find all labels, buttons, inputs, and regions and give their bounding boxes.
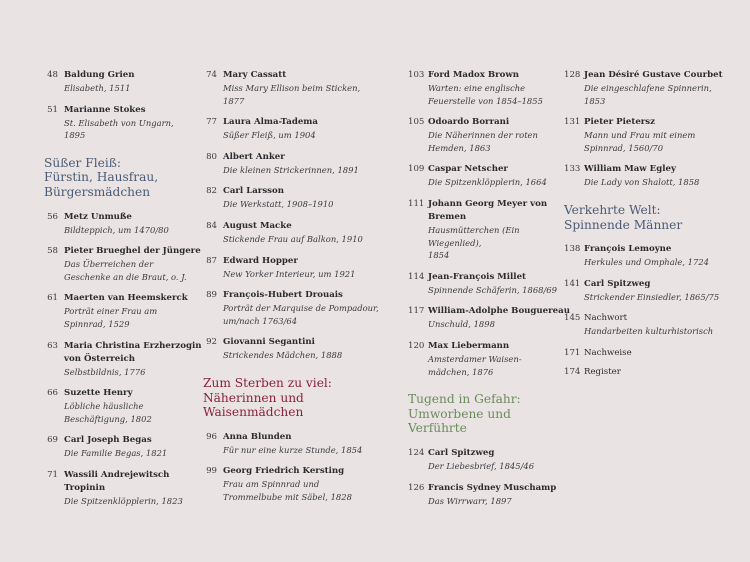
section-heading-line: Verkehrte Welt:	[564, 202, 661, 217]
section-heading	[564, 203, 739, 232]
work-title: Die kleinen Strickerinnen, 1891	[223, 164, 359, 175]
entry-body	[584, 163, 739, 189]
artist-name: Caspar Netscher	[428, 164, 508, 175]
work-title: Die Werkstatt, 1908–1910	[223, 199, 334, 210]
toc-entry[interactable]	[408, 116, 573, 154]
toc-entry[interactable]	[408, 163, 573, 189]
artist-name: François-Hubert Drouais	[223, 290, 343, 301]
artist-name: Albert Anker	[223, 151, 285, 162]
toc-entry[interactable]	[408, 305, 573, 331]
toc-entry[interactable]	[564, 312, 739, 338]
page-number: 58	[47, 246, 58, 257]
page-number: 114	[408, 271, 425, 282]
toc-entry[interactable]	[44, 69, 204, 95]
entry-body	[64, 387, 204, 425]
entry-body	[223, 465, 403, 503]
entry-body	[428, 340, 573, 378]
work-title: mädchen, 1876	[428, 366, 494, 377]
artist-name: Jean Désiré Gustave Courbet	[584, 70, 723, 80]
page-number: 96	[206, 431, 217, 442]
work-title: Süßer Fleiß, um 1904	[223, 130, 316, 141]
section-heading-line: Fürstin, Hausfrau,	[44, 170, 159, 185]
artist-name: Edward Hopper	[223, 255, 298, 266]
artist-name: Anna Blunden	[223, 431, 292, 442]
toc-entry[interactable]	[203, 465, 403, 503]
artist-name: Max Liebermann	[428, 340, 510, 351]
work-title: Die Spitzenklöpplerin, 1664	[428, 177, 547, 188]
work-title: Die Spitzenklöpplerin, 1823	[64, 495, 183, 506]
page-number: 138	[564, 244, 581, 255]
toc-entry[interactable]	[203, 255, 403, 281]
work-title: Spinnrad, 1529	[64, 318, 130, 329]
entry-body	[64, 292, 204, 330]
artist-name: Maerten van Heemskerck	[64, 293, 188, 304]
work-title: Herkules und Omphale, 1724	[584, 257, 709, 268]
page-number: 120	[408, 340, 425, 351]
work-title: Selbstbildnis, 1776	[64, 366, 146, 377]
entry-body	[223, 69, 403, 107]
entry-body	[223, 185, 403, 211]
toc-entry[interactable]	[408, 69, 573, 107]
entry-body	[428, 482, 573, 508]
section-heading-line: Näherinnen und	[203, 390, 304, 405]
page-number: 61	[47, 293, 58, 304]
work-title: Das Wirrwarr, 1897	[428, 495, 512, 506]
work-title: 1895	[64, 130, 86, 141]
work-title: Die Familie Begas, 1821	[64, 448, 168, 459]
page-number: 56	[47, 211, 58, 222]
work-title: Die Näherinnen der roten	[428, 130, 538, 141]
entry-body	[584, 312, 739, 338]
work-title: um/nach 1763/64	[223, 315, 298, 326]
page-number: 69	[47, 435, 58, 446]
toc-entry[interactable]	[408, 198, 573, 262]
work-title: Bildteppich, um 1470/80	[64, 224, 169, 235]
page-number: 99	[206, 466, 217, 477]
toc-entry[interactable]	[203, 69, 403, 107]
artist-name: Maria Christina Erzherzogin von Österreich	[64, 340, 202, 364]
toc-entry[interactable]	[564, 69, 739, 107]
page-number: 111	[408, 198, 425, 209]
toc-entry[interactable]	[408, 482, 573, 508]
toc-entry[interactable]	[408, 340, 573, 378]
artist-name: William Maw Egley	[584, 164, 676, 175]
page-number: 131	[564, 117, 581, 128]
entry-body	[64, 245, 204, 283]
entry-body	[64, 469, 204, 508]
entry-body	[428, 69, 573, 107]
page-number: 51	[47, 104, 58, 115]
page-number: 124	[408, 447, 425, 458]
entry-body	[64, 104, 204, 142]
work-title: Die eingeschlafene Spinnerin,	[584, 83, 712, 93]
toc-entry[interactable]	[44, 211, 204, 237]
work-title: Handarbeiten kulturhistorisch	[584, 326, 714, 337]
toc-entry[interactable]	[203, 185, 403, 211]
work-title: Spinnende Schäferin, 1868/69	[428, 284, 557, 295]
artist-name: William-Adolphe Bouguereau	[428, 306, 570, 317]
work-title: Der Liebesbrief, 1845/46	[428, 460, 535, 471]
page-number: 74	[206, 70, 217, 80]
page-number: 117	[408, 306, 425, 317]
entry-body	[64, 69, 204, 95]
work-title: Mann und Frau mit einem	[584, 130, 696, 141]
work-title: Strickendes Mädchen, 1888	[223, 350, 343, 361]
work-title: New Yorker Interieur, um 1921	[223, 268, 356, 279]
page-number: 71	[47, 469, 58, 480]
toc-entry[interactable]	[564, 347, 739, 360]
entry-body	[223, 151, 403, 177]
page-number: 126	[408, 482, 425, 493]
toc-entry[interactable]	[44, 340, 204, 379]
artist-name: Mary Cassatt	[223, 70, 287, 80]
work-title: Beschäftigung, 1802	[64, 413, 152, 424]
work-title: Hausmütterchen (Ein Wiegenlied),	[428, 224, 520, 248]
entry-body	[584, 366, 739, 379]
toc-entry[interactable]	[44, 104, 204, 142]
page-number: 84	[206, 220, 217, 231]
artist-name: Jean-François Millet	[428, 271, 527, 282]
entry-body	[64, 434, 204, 460]
entry-body	[223, 255, 403, 281]
work-title: Für nur eine kurze Stunde, 1854	[223, 444, 363, 455]
section-heading-line: Süßer Fleiß:	[44, 155, 121, 170]
section-heading	[203, 376, 403, 420]
toc-entry[interactable]	[564, 366, 739, 379]
artist-name: Suzette Henry	[64, 388, 133, 399]
work-title: Löbliche häusliche	[64, 401, 144, 412]
work-title: Porträt einer Frau am	[64, 306, 158, 317]
entry-body	[64, 340, 204, 379]
section-heading	[408, 392, 573, 436]
artist-name: Baldung Grien	[64, 70, 135, 80]
page-number: 103	[408, 70, 425, 80]
entry-body	[64, 211, 204, 237]
artist-name: August Macke	[223, 220, 292, 231]
toc-entry[interactable]	[564, 116, 739, 154]
toc-entry[interactable]	[44, 469, 204, 508]
artist-name: Laura Alma-Tadema	[223, 117, 318, 128]
work-title: Miss Mary Ellison beim Sticken,	[223, 83, 361, 93]
work-title: Strickender Einsiedler, 1865/75	[584, 291, 720, 302]
work-title: Frau am Spinnrad und	[223, 479, 320, 490]
work-title: St. Elisabeth von Ungarn,	[64, 117, 174, 128]
toc-entry[interactable]	[44, 245, 204, 283]
entry-body	[223, 116, 403, 142]
entry-body	[428, 116, 573, 154]
page-number: 89	[206, 290, 217, 301]
artist-name: Giovanni Segantini	[223, 337, 315, 348]
artist-name: Georg Friedrich Kersting	[223, 466, 345, 477]
page-number: 133	[564, 164, 581, 175]
page-number: 171	[564, 347, 581, 358]
entry-body	[428, 163, 573, 189]
section-heading	[44, 156, 204, 200]
work-title: Spinnrad, 1560/70	[584, 142, 664, 153]
toc-entry[interactable]	[44, 292, 204, 330]
work-title: Das Überreichen der	[64, 259, 154, 270]
page-number: 141	[564, 278, 581, 289]
toc-entry[interactable]	[203, 151, 403, 177]
work-title: 1877	[223, 95, 245, 106]
toc-entry[interactable]	[44, 434, 204, 460]
toc-entry[interactable]	[564, 163, 739, 189]
artist-name: François Lemoyne	[584, 244, 672, 255]
page-number: 48	[47, 70, 58, 80]
entry-body	[223, 336, 403, 362]
entry-body	[223, 431, 403, 457]
toc-entry[interactable]	[44, 387, 204, 425]
page-number: 77	[206, 117, 217, 128]
toc-entry[interactable]	[203, 220, 403, 246]
artist-name: Carl Spitzweg	[584, 278, 651, 289]
artist-name: Metz Unmuße	[64, 211, 132, 222]
artist-name: Pieter Pietersz	[584, 117, 656, 128]
toc-entry[interactable]	[203, 336, 403, 362]
page-number: 80	[206, 151, 217, 162]
entry-body	[223, 289, 403, 327]
page-number: 128	[564, 70, 581, 80]
work-title: Geschenke an die Braut, o. J.	[64, 271, 187, 282]
entry-body	[428, 447, 573, 473]
work-title: Stickende Frau auf Balkon, 1910	[223, 233, 363, 244]
page-number: 145	[564, 313, 581, 324]
section-heading-line: Waisenmädchen	[203, 405, 304, 420]
page-number: 63	[47, 340, 58, 351]
work-title: Feuerstelle von 1854–1855	[428, 95, 543, 106]
work-title: 1854	[428, 250, 450, 261]
entry-body	[584, 243, 739, 269]
work-title: Die Lady von Shalott, 1858	[584, 177, 700, 188]
page-number: 66	[47, 388, 58, 399]
work-title: Hemden, 1863	[428, 142, 491, 153]
work-title: 1853	[584, 95, 606, 106]
work-title: Trommelbube mit Säbel, 1828	[223, 491, 352, 502]
toc-entry[interactable]	[408, 447, 573, 473]
section-heading-line: Tugend in Gefahr:	[408, 392, 521, 407]
toc-column-4	[564, 69, 739, 385]
toc-column-1	[44, 69, 204, 517]
section-heading-line: Spinnende Männer	[564, 217, 683, 232]
work-title: Porträt der Marquise de Pompadour,	[223, 303, 379, 314]
toc-entry[interactable]	[564, 278, 739, 304]
artist-name: Nachweise	[584, 347, 632, 358]
toc-column-3	[408, 69, 573, 516]
work-title: Amsterdamer Waisen-	[428, 353, 522, 364]
artist-name: Wassili Andrejewitsch Tropinin	[64, 469, 170, 493]
artist-name: Francis Sydney Muschamp	[428, 482, 557, 493]
work-title: Elisabeth, 1511	[64, 83, 131, 93]
entry-body	[428, 271, 573, 297]
toc-column-2	[203, 69, 403, 513]
artist-name: Ford Madox Brown	[428, 70, 519, 80]
artist-name: Odoardo Borrani	[428, 117, 510, 128]
entry-body	[584, 347, 739, 360]
entry-body	[428, 198, 573, 262]
entry-body	[584, 116, 739, 154]
work-title: Warten: eine englische	[428, 83, 526, 93]
artist-name: Pieter Brueghel der Jüngere	[64, 246, 201, 257]
toc-entry[interactable]	[203, 116, 403, 142]
section-heading-line: Umworbene und Verführte	[408, 406, 511, 436]
artist-name: Nachwort	[584, 313, 628, 324]
section-heading-line: Zum Sterben zu viel:	[203, 375, 332, 390]
section-heading-line: Bürgersmädchen	[44, 184, 151, 199]
work-title: Unschuld, 1898	[428, 319, 495, 330]
entry-body	[584, 69, 739, 107]
page-number: 105	[408, 117, 425, 128]
page-number: 82	[206, 186, 217, 197]
page-number: 109	[408, 164, 425, 175]
toc-entry[interactable]	[203, 431, 403, 457]
artist-name: Carl Joseph Begas	[64, 435, 152, 446]
page-number: 174	[564, 366, 581, 377]
entry-body	[584, 278, 739, 304]
page-number: 92	[206, 337, 217, 348]
entry-body	[428, 305, 573, 331]
artist-name: Carl Larsson	[223, 186, 284, 197]
page-number: 87	[206, 255, 217, 266]
entry-body	[223, 220, 403, 246]
toc-entry[interactable]	[564, 243, 739, 269]
artist-name: Marianne Stokes	[64, 104, 146, 115]
artist-name: Johann Georg Meyer von Bremen	[428, 198, 548, 222]
toc-entry[interactable]	[203, 289, 403, 327]
toc-entry[interactable]	[408, 271, 573, 297]
artist-name: Register	[584, 366, 621, 377]
artist-name: Carl Spitzweg	[428, 447, 495, 458]
